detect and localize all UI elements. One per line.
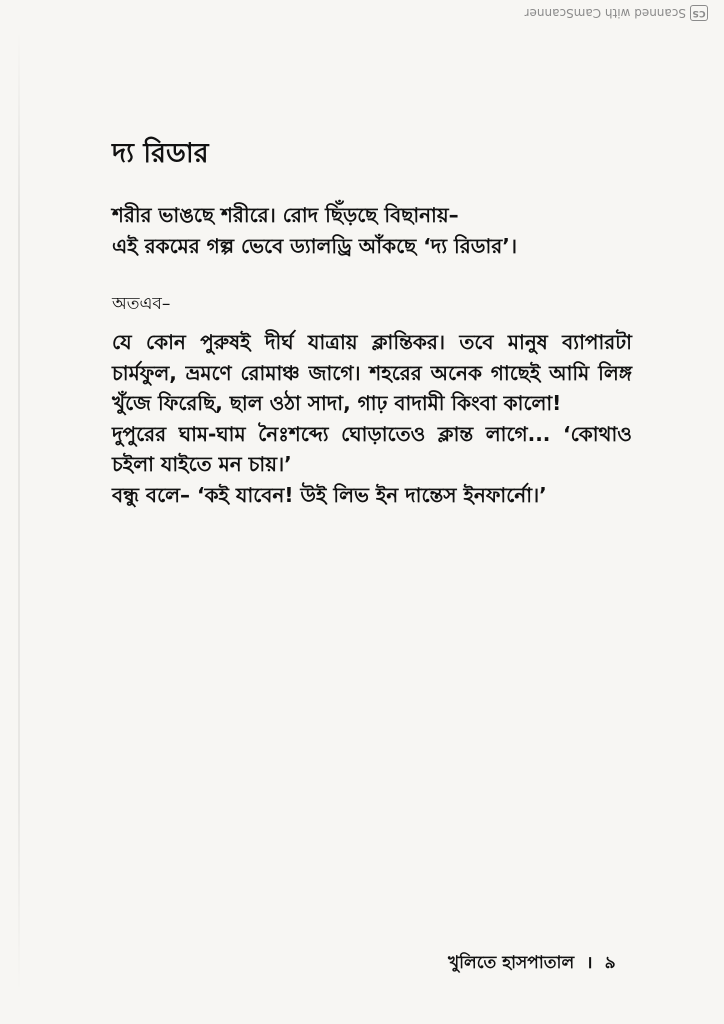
therefore-label: অতএব– — [112, 294, 171, 314]
poem-line: যে কোন পুরুষই দীর্ঘ যাত্রায় ক্লান্তিকর। তবে মানুষ ব্যাপারটা — [112, 330, 632, 354]
watermark-text: Scanned with CamScanner — [524, 6, 686, 20]
poem-line: চইলা যাইতে মন চায়।’ — [112, 452, 292, 476]
poem-line: বন্ধু বলে– ‘কই যাবেন! উই লিভ ইন দান্তেস ইনফার্নো।’ — [112, 482, 547, 507]
poem-line: দুপুরের ঘাম-ঘাম নৈঃশব্দ্যে ঘোড়াতেও ক্লান্ত লাগে... ‘কোথাও — [112, 421, 632, 446]
stanza-1 — [112, 200, 632, 261]
poem-line: চার্মফুল, ভ্রমণে রোমাঞ্চ জাগে। শহরের অনেক গাছেই আমি লিঙ্গ — [112, 360, 632, 385]
stanza-2 — [112, 327, 632, 510]
poem-title: দ্য রিডার — [112, 138, 209, 169]
poem-line: এই রকমের গল্প ভেবে ড্যালড্রি আঁকছে ‘দ্য রিডার’। — [112, 233, 518, 258]
poem-line: শরীর ভাঙছে শরীরে। রোদ ছিঁড়ছে বিছানায়– — [112, 203, 459, 227]
page-footer — [448, 950, 616, 978]
page-edge — [18, 30, 20, 994]
page-number: ৯ — [604, 953, 616, 973]
book-title: খুলিতে হাসপাতাল — [448, 953, 575, 973]
camscanner-logo-icon: CS — [690, 5, 708, 21]
footer-separator: । — [586, 953, 593, 973]
scanner-watermark — [518, 4, 708, 22]
poem-line: খুঁজে ফিরেছি, ছাল ওঠা সাদা, গাঢ় বাদামী কিংবা কালো! — [112, 391, 562, 415]
